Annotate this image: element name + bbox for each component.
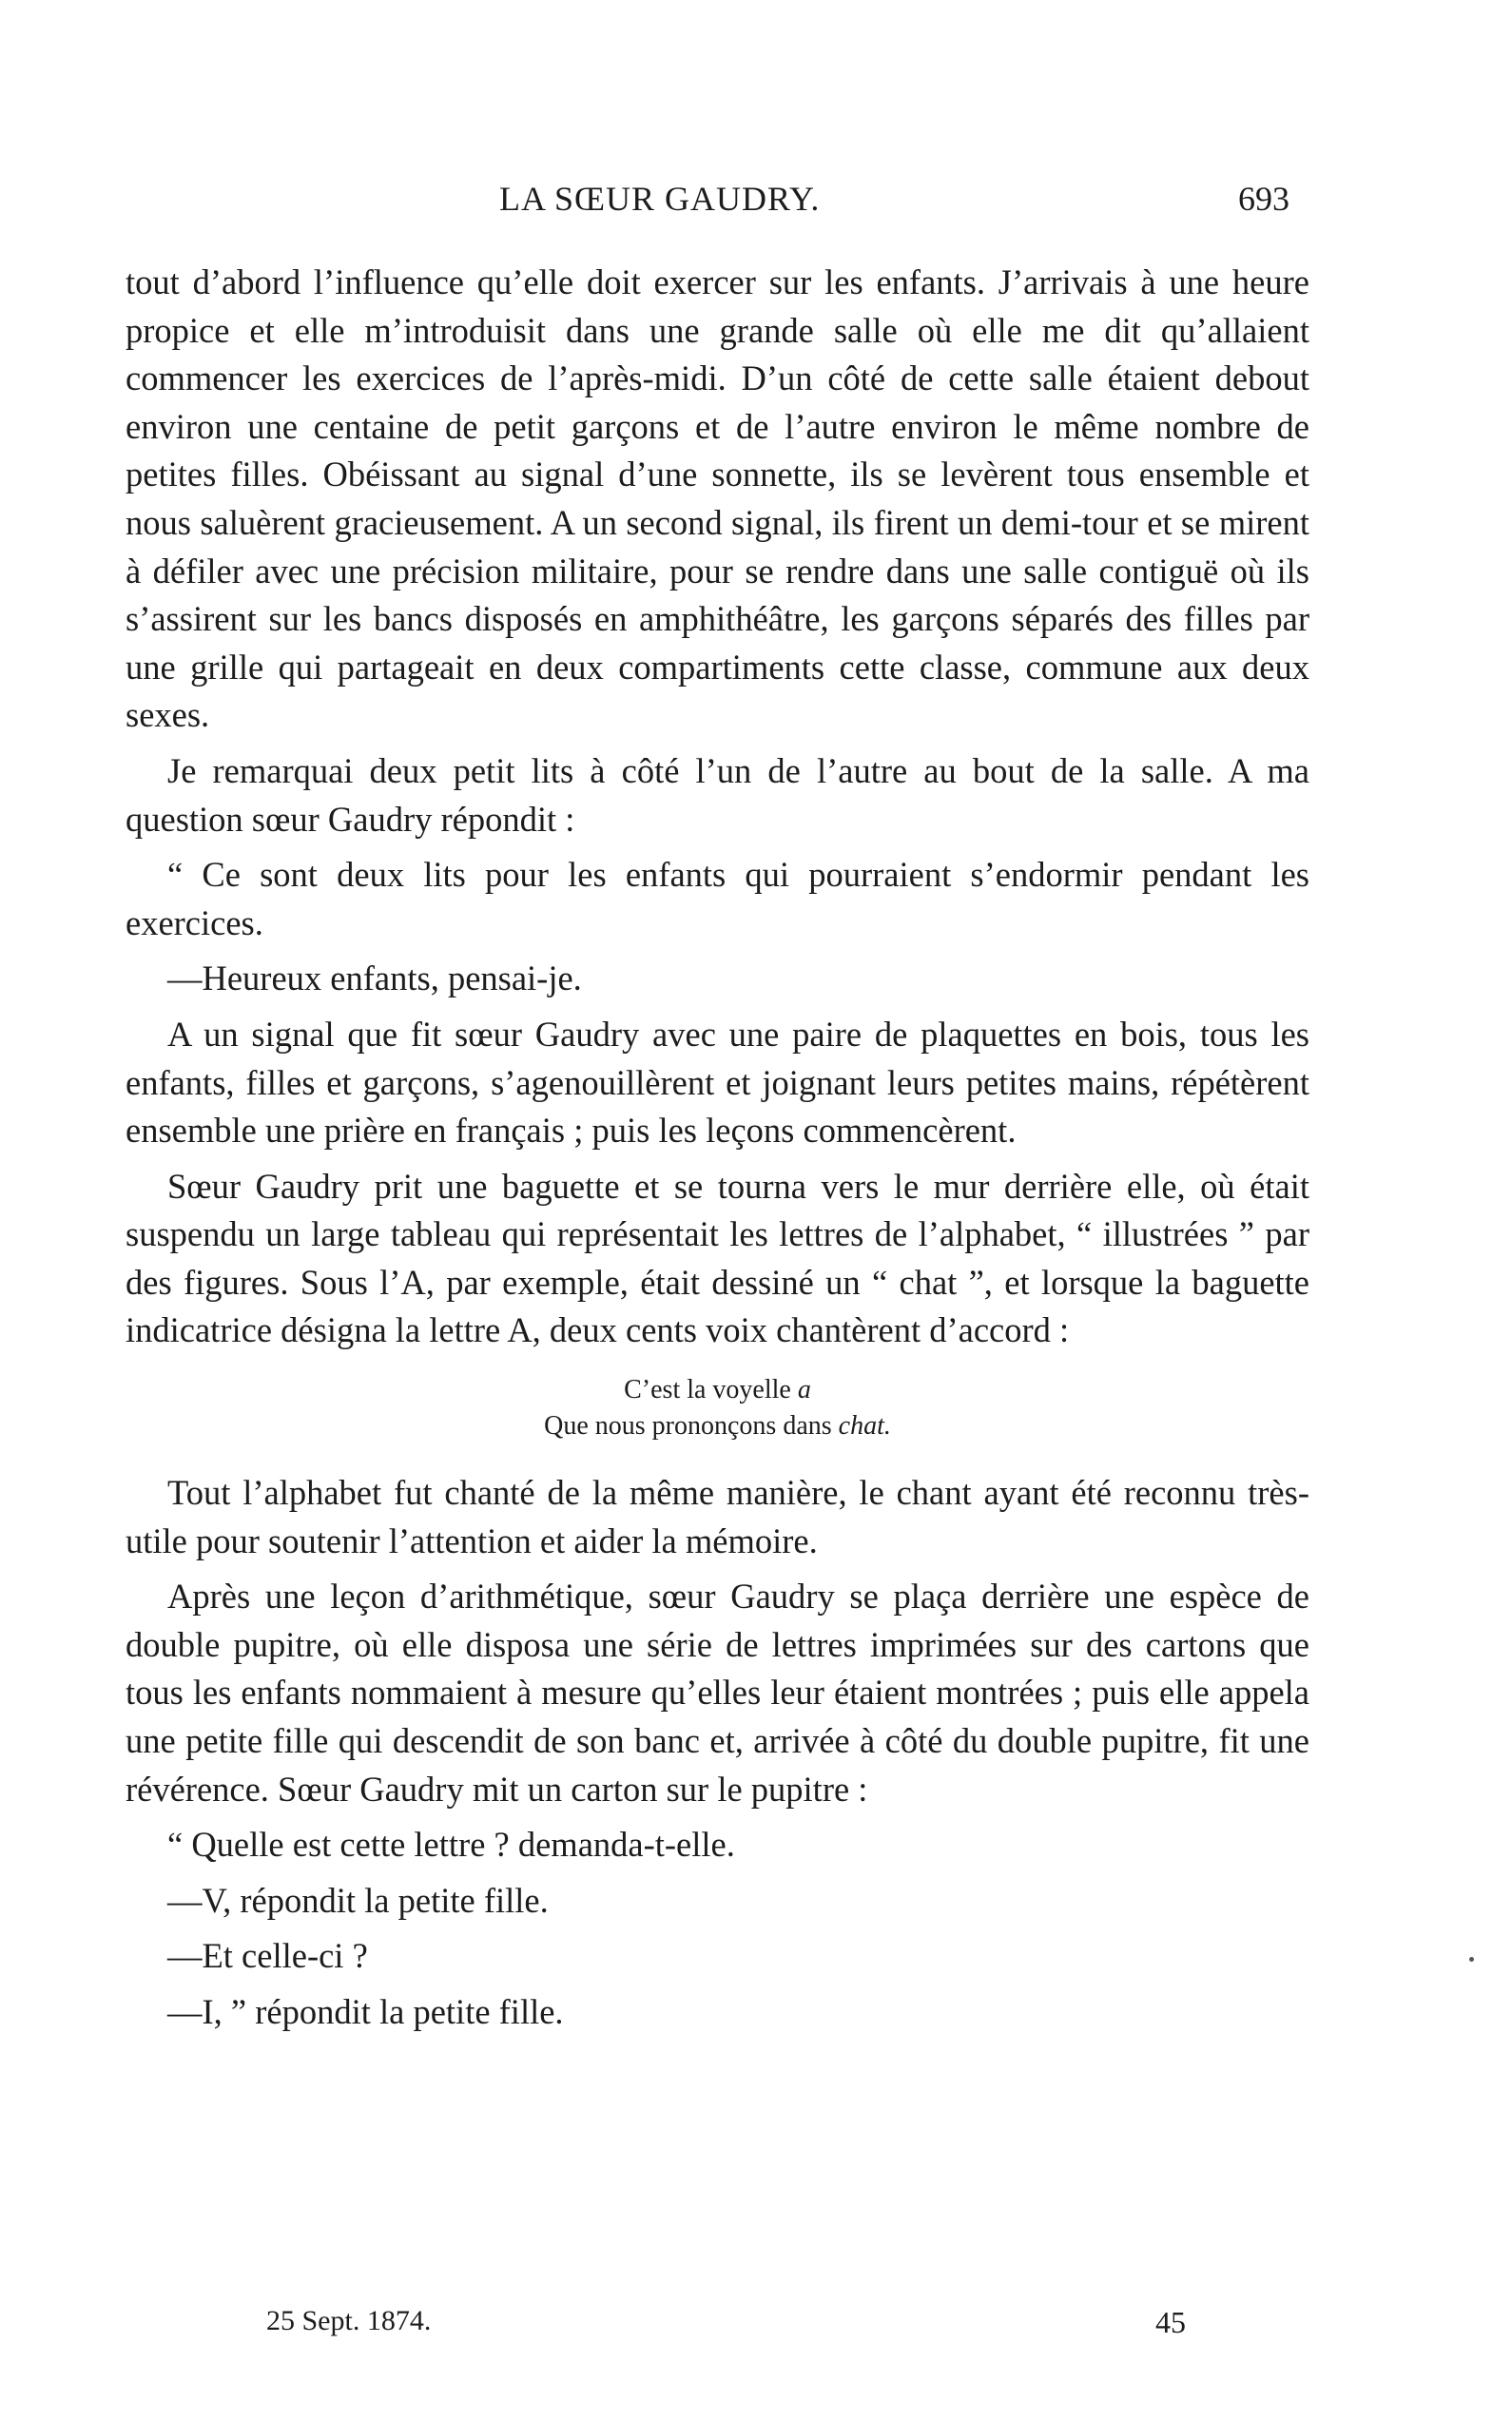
- dialogue-line: —V, répondit la petite fille.: [167, 1880, 549, 1920]
- paragraph: Je remarquai deux petit lits à côté l’un de l’autre au bout de la salle. A ma question sœur Gaudry répondit :: [126, 750, 1309, 839]
- verse-line-italic: chat.: [838, 1411, 891, 1442]
- paragraph: “ Ce sont deux lits pour les enfants qui pourraient s’endormir pendant les exercices.: [126, 855, 1309, 942]
- verse-line-text: C’est la voyelle: [624, 1375, 798, 1405]
- dialogue-line: “ Quelle est cette lettre ? demanda-t-elle.: [167, 1825, 735, 1865]
- paragraph: tout d’abord l’influence qu’elle doit exercer sur les enfants. J’arrivais à une heure propice et elle m’introduisit dans une grande salle où elle me dit qu’allaient commencer les exercices de l’après-midi. D’un côté de cette salle étaient debout environ une centaine de petit garçons et de l’autre environ le même nombre de petites filles. Obéissant au signal d’une sonnette, ils se levèrent tous ensemble et nous saluèrent gracieusement. A un second signal, ils firent un demi-tour et se mirent à défiler avec une précision militaire, pour se rendre dans une salle contiguë où ils s’assirent sur les bancs disposés en amphithéâtre, les garçons séparés des filles par une grille qui partageait en deux compartiments cette classe, commune aux deux sexes.: [126, 262, 1309, 735]
- dialogue-line: —Et celle-ci ?: [167, 1936, 368, 1976]
- verse-line-text: Que nous prononçons dans: [544, 1411, 839, 1442]
- paragraph: A un signal que fit sœur Gaudry avec une paire de plaquettes en bois, tous les enfants, filles et garçons, s’agenouillèrent et joignant leurs petites mains, répétèrent ensemble une prière en français ; puis les leçons commencèrent.: [126, 1014, 1309, 1151]
- printer-signature-date: 25 Sept. 1874.: [266, 2305, 432, 2336]
- ink-speck: [1469, 1957, 1474, 1962]
- paragraph: Sœur Gaudry prit une baguette et se tourna vers le mur derrière elle, où était suspendu un large tableau qui représentait les lettres de l’alphabet, “ illustrées ” par des figures. Sous l’A, par exemple, était dessiné un “ chat ”, et lorsque la baguette indicatrice désigna la lettre A, deux cents voix chantèrent d’accord :: [126, 1166, 1309, 1350]
- verse-line: [126, 1372, 1309, 1408]
- paragraph: Après une leçon d’arithmétique, sœur Gaudry se plaça derrière une espèce de double pupitre, où elle disposa une série de lettres imprimées sur des cartons que tous les enfants nommaient à mesure qu’elles leur étaient montrées ; puis elle appela une petite fille qui descendit de son banc et, arrivée à côté du double pupitre, fit une révérence. Sœur Gaudry mit un carton sur le pupitre :: [126, 1577, 1309, 1809]
- running-title: LA SŒUR GAUDRY.: [499, 180, 821, 218]
- page-footer: [0, 2305, 1512, 2353]
- running-head: [0, 179, 1512, 236]
- body-text: [126, 259, 1309, 2044]
- paragraph: —Heureux enfants, pensai-je.: [167, 959, 582, 998]
- dialogue-line: —I, ” répondit la petite fille.: [167, 1992, 564, 2031]
- verse-line-italic: a: [797, 1375, 811, 1405]
- page-number: 693: [1238, 180, 1289, 218]
- verse-line: [126, 1408, 1309, 1444]
- song-verse: [126, 1372, 1309, 1444]
- paragraph: Tout l’alphabet fut chanté de la même manière, le chant ayant été reconnu très-utile pour soutenir l’attention et aider la mémoire.: [126, 1473, 1309, 1560]
- sheet-number: 45: [1155, 2305, 1186, 2339]
